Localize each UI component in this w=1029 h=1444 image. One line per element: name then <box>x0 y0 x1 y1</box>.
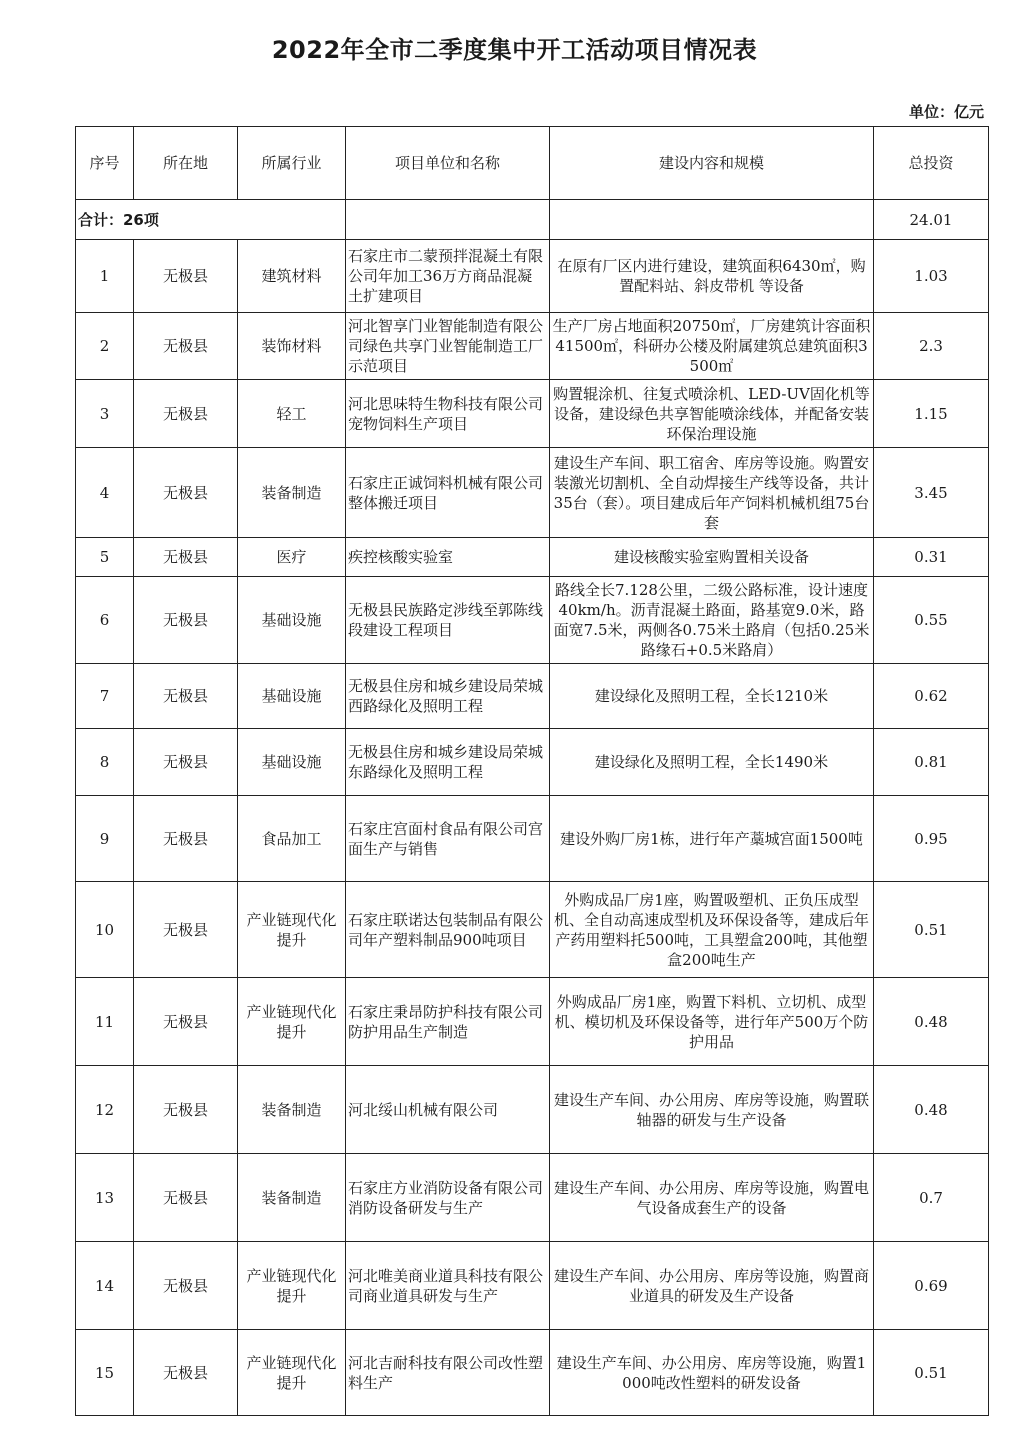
cell-project-name: 河北绥山机械有限公司 <box>346 1066 550 1154</box>
cell-project-name: 河北思味特生物科技有限公司宠物饲料生产项目 <box>346 380 550 448</box>
cell-investment: 0.69 <box>874 1242 989 1330</box>
summary-row <box>76 200 989 240</box>
cell-no: 11 <box>76 978 134 1066</box>
cell-no: 8 <box>76 729 134 796</box>
cell-no: 1 <box>76 240 134 313</box>
cell-content: 建设生产车间、办公用房、库房等设施，购置电气设备成套生产的设备 <box>550 1154 874 1242</box>
table-row <box>76 1154 989 1242</box>
projects-table <box>75 126 989 1416</box>
cell-industry: 装备制造 <box>238 1066 346 1154</box>
cell-content: 在原有厂区内进行建设，建筑面积6430㎡，购置配料站、斜皮带机 等设备 <box>550 240 874 313</box>
cell-industry: 产业链现代化提升 <box>238 1242 346 1330</box>
cell-industry: 产业链现代化提升 <box>238 978 346 1066</box>
table-row <box>76 577 989 664</box>
cell-content: 建设绿化及照明工程，全长1210米 <box>550 664 874 729</box>
cell-industry: 装饰材料 <box>238 313 346 380</box>
cell-investment: 1.03 <box>874 240 989 313</box>
cell-no: 2 <box>76 313 134 380</box>
cell-project-name: 河北智享门业智能制造有限公司绿色共享门业智能制造工厂示范项目 <box>346 313 550 380</box>
cell-location: 无极县 <box>134 796 238 882</box>
cell-location: 无极县 <box>134 1330 238 1416</box>
cell-no: 13 <box>76 1154 134 1242</box>
cell-investment: 0.48 <box>874 1066 989 1154</box>
cell-content: 购置辊涂机、往复式喷涂机、LED-UV固化机等设备，建设绿色共享智能喷涂线体，并配备安装环保治理设施 <box>550 380 874 448</box>
cell-investment: 0.51 <box>874 882 989 978</box>
cell-investment: 0.62 <box>874 664 989 729</box>
cell-no: 5 <box>76 538 134 577</box>
table-row <box>76 448 989 538</box>
cell-content: 建设外购厂房1栋，进行年产藁城宫面1500吨 <box>550 796 874 882</box>
cell-project-name: 石家庄联诺达包装制品有限公司年产塑料制品900吨项目 <box>346 882 550 978</box>
cell-location: 无极县 <box>134 448 238 538</box>
cell-investment: 0.55 <box>874 577 989 664</box>
header-investment: 总投资 <box>874 127 989 200</box>
cell-no: 14 <box>76 1242 134 1330</box>
table-row <box>76 664 989 729</box>
page-title: 2022年全市二季度集中开工活动项目情况表 <box>271 36 758 64</box>
cell-project-name: 河北吉耐科技有限公司改性塑料生产 <box>346 1330 550 1416</box>
cell-project-name: 石家庄正诚饲料机械有限公司整体搬迁项目 <box>346 448 550 538</box>
cell-industry: 建筑材料 <box>238 240 346 313</box>
cell-no: 15 <box>76 1330 134 1416</box>
cell-content: 建设生产车间、办公用房、库房等设施，购置1000吨改性塑料的研发设备 <box>550 1330 874 1416</box>
cell-location: 无极县 <box>134 380 238 448</box>
cell-industry: 基础设施 <box>238 729 346 796</box>
table-header-row <box>76 127 989 200</box>
cell-no: 9 <box>76 796 134 882</box>
table-row <box>76 240 989 313</box>
cell-no: 3 <box>76 380 134 448</box>
unit-label: 单位：亿元 <box>908 103 984 121</box>
cell-investment: 0.51 <box>874 1330 989 1416</box>
cell-project-name: 石家庄宫面村食品有限公司宫面生产与销售 <box>346 796 550 882</box>
cell-industry: 装备制造 <box>238 448 346 538</box>
summary-empty-content <box>550 200 874 240</box>
cell-content: 建设绿化及照明工程，全长1490米 <box>550 729 874 796</box>
table-row <box>76 1066 989 1154</box>
cell-investment: 3.45 <box>874 448 989 538</box>
cell-content: 建设生产车间、办公用房、库房等设施，购置商业道具的研发及生产设备 <box>550 1242 874 1330</box>
summary-empty-name <box>346 200 550 240</box>
cell-industry: 产业链现代化提升 <box>238 882 346 978</box>
summary-total: 24.01 <box>874 200 989 240</box>
cell-investment: 1.15 <box>874 380 989 448</box>
table-row <box>76 1242 989 1330</box>
table-row <box>76 380 989 448</box>
table-row <box>76 882 989 978</box>
table-row <box>76 729 989 796</box>
cell-industry: 轻工 <box>238 380 346 448</box>
cell-no: 4 <box>76 448 134 538</box>
cell-location: 无极县 <box>134 978 238 1066</box>
cell-location: 无极县 <box>134 1154 238 1242</box>
cell-industry: 装备制造 <box>238 1154 346 1242</box>
cell-investment: 0.7 <box>874 1154 989 1242</box>
cell-industry: 产业链现代化提升 <box>238 1330 346 1416</box>
table-row <box>76 796 989 882</box>
cell-location: 无极县 <box>134 1242 238 1330</box>
header-location: 所在地 <box>134 127 238 200</box>
cell-content: 外购成品厂房1座，购置下料机、立切机、成型机、模切机及环保设备等，进行年产500万个防护用品 <box>550 978 874 1066</box>
cell-location: 无极县 <box>134 664 238 729</box>
cell-project-name: 无极县住房和城乡建设局荣城西路绿化及照明工程 <box>346 664 550 729</box>
header-no: 序号 <box>76 127 134 200</box>
cell-investment: 2.3 <box>874 313 989 380</box>
header-industry: 所属行业 <box>238 127 346 200</box>
cell-project-name: 河北唯美商业道具科技有限公司商业道具研发与生产 <box>346 1242 550 1330</box>
cell-project-name: 无极县民族路定涉线至郭陈线段建设工程项目 <box>346 577 550 664</box>
cell-no: 10 <box>76 882 134 978</box>
cell-industry: 食品加工 <box>238 796 346 882</box>
cell-project-name: 石家庄方业消防设备有限公司消防设备研发与生产 <box>346 1154 550 1242</box>
cell-location: 无极县 <box>134 1066 238 1154</box>
summary-label: 合计：26项 <box>76 200 346 240</box>
cell-content: 建设核酸实验室购置相关设备 <box>550 538 874 577</box>
cell-investment: 0.31 <box>874 538 989 577</box>
cell-location: 无极县 <box>134 538 238 577</box>
header-content: 建设内容和规模 <box>550 127 874 200</box>
cell-no: 12 <box>76 1066 134 1154</box>
cell-project-name: 无极县住房和城乡建设局荣城东路绿化及照明工程 <box>346 729 550 796</box>
cell-location: 无极县 <box>134 729 238 796</box>
cell-content: 路线全长7.128公里，二级公路标准，设计速度40km/h。沥青混凝土路面，路基宽9.0米，路面宽7.5米，两侧各0.75米土路肩（包括0.25米路缘石+0.5米路肩） <box>550 577 874 664</box>
cell-investment: 0.95 <box>874 796 989 882</box>
table-body <box>76 127 989 1416</box>
cell-investment: 0.48 <box>874 978 989 1066</box>
cell-content: 生产厂房占地面积20750㎡，厂房建筑计容面积41500㎡，科研办公楼及附属建筑总建筑面积3500㎡ <box>550 313 874 380</box>
cell-industry: 基础设施 <box>238 577 346 664</box>
cell-project-name: 石家庄秉昂防护科技有限公司防护用品生产制造 <box>346 978 550 1066</box>
cell-industry: 基础设施 <box>238 664 346 729</box>
header-name: 项目单位和名称 <box>346 127 550 200</box>
cell-no: 7 <box>76 664 134 729</box>
table-row <box>76 313 989 380</box>
cell-industry: 医疗 <box>238 538 346 577</box>
cell-content: 建设生产车间、办公用房、库房等设施，购置联轴器的研发与生产设备 <box>550 1066 874 1154</box>
cell-location: 无极县 <box>134 882 238 978</box>
table-row <box>76 538 989 577</box>
cell-investment: 0.81 <box>874 729 989 796</box>
table-row <box>76 1330 989 1416</box>
cell-content: 建设生产车间、职工宿舍、库房等设施。购置安装激光切割机、全自动焊接生产线等设备，共计35台（套）。项目建成后年产饲料机械机组75台套 <box>550 448 874 538</box>
cell-project-name: 石家庄市二蒙预拌混凝土有限公司年加工36万方商品混凝土扩建项目 <box>346 240 550 313</box>
cell-location: 无极县 <box>134 313 238 380</box>
cell-no: 6 <box>76 577 134 664</box>
cell-content: 外购成品厂房1座，购置吸塑机、正负压成型机、全自动高速成型机及环保设备等，建成后年产药用塑料托500吨，工具塑盒200吨，其他塑盒200吨生产 <box>550 882 874 978</box>
cell-location: 无极县 <box>134 240 238 313</box>
table-row <box>76 978 989 1066</box>
cell-project-name: 疾控核酸实验室 <box>346 538 550 577</box>
cell-location: 无极县 <box>134 577 238 664</box>
